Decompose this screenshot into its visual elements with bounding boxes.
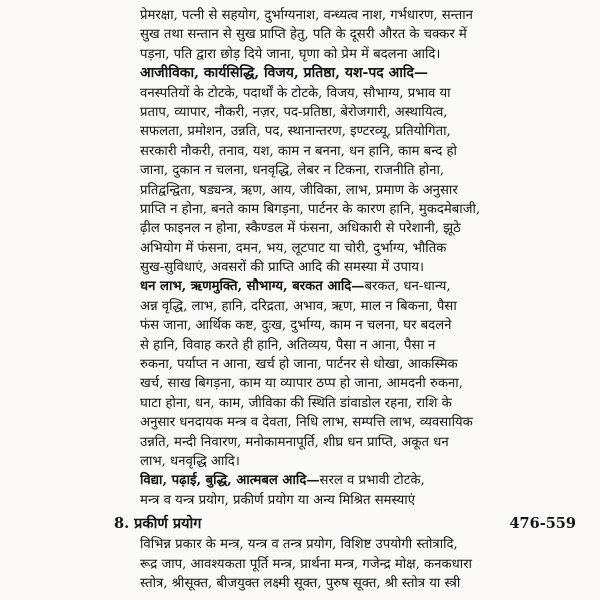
text-line: वनस्पतियों के टोटके, पदार्थों के टोटके, विजय, सौभाग्य, प्रभाव या bbox=[140, 85, 451, 101]
text-line: पड़ना, पति द्वारा छोड़ दिये जाना, घृणा को प्रेम में बदलना आदि। bbox=[140, 46, 441, 62]
text-line: अभियोग में फंसना, दमन, भय, लूटपाट या चोरी, दुर्भाग्य, भौतिक bbox=[140, 240, 447, 256]
text-line: खर्च, साख बिगड़ना, काम या व्यापार ठप्प हो जाना, आमदनी रुकना, bbox=[140, 376, 463, 392]
text-line: सुख-सुविधाएं, अवसरों की प्राप्ति आदि की समस्या में उपाय। bbox=[140, 260, 425, 276]
text-line: सफलता, प्रमोशन, उन्नति, पद, स्थानान्तरण, इण्टरव्यू, प्रतियोगिता, bbox=[140, 124, 451, 140]
education-heading: विद्या, पढ़ाई, बुद्धि, आत्मबल आदि— bbox=[140, 473, 320, 489]
section-8-paragraph bbox=[140, 535, 574, 593]
section-8-title: 8. प्रकीर्ण प्रयोग bbox=[114, 515, 202, 533]
text-line: उन्नति, मन्दी निवारण, मनोकामनापूर्ति, शीघ्र धन प्राप्ति, अकूत धन bbox=[140, 434, 449, 450]
text-line: स्तोत्र, श्रीसूक्त, बीजयुक्त लक्ष्मी सूक्त, पुरुष सूक्त, श्री स्तोत्र या स्त्री bbox=[140, 575, 461, 591]
text-line: सुख तथा सन्तान से सुख प्राप्ति हेतु, पति के दूसरी औरत के चक्कर में bbox=[140, 27, 467, 43]
text-line: रुकना, पर्याप्त न आना, खर्च हो जाना, पार्टनर से धोखा, आकस्मिक bbox=[140, 357, 458, 373]
education-heading-line bbox=[140, 471, 574, 490]
wealth-heading: धन लाभ, ऋणमुक्ति, सौभाग्य, बरकत आदि— bbox=[140, 279, 365, 295]
wealth-paragraph bbox=[140, 277, 574, 471]
livelihood-heading: आजीविका, कार्यसिद्धि, विजय, प्रतिष्ठा, यश-पद आदि— bbox=[140, 65, 428, 82]
section-8-page-range: 476-559 bbox=[509, 515, 576, 533]
text-line: प्रतिद्वन्द्विता, षड्यन्त्र, ऋण, आय, जीविका, लाभ, प्रमाण के अनुसार bbox=[140, 182, 458, 198]
text-line: प्राप्ति न होना, बनते काम बिगड़ना, पार्टनर के कारण हानि, मुकदमेबाजी, bbox=[140, 201, 481, 217]
text-line: मन्त्र व यन्त्र प्रयोग, प्रकीर्ण प्रयोग या अन्य मिश्रित समस्याएं bbox=[140, 492, 416, 508]
text-line: अन्न वृद्धि, लाभ, हानि, दरिद्रता, अभाव, ऋण, माल न बिकना, पैसा bbox=[140, 298, 457, 314]
text-line: विभिन्न प्रकार के मन्त्र, यन्त्र व तन्त्र प्रयोग, विशिष्ट उपयोगी स्तोत्रादि, bbox=[140, 537, 458, 553]
wealth-heading-line bbox=[140, 277, 574, 296]
education-paragraph bbox=[140, 471, 574, 510]
livelihood-paragraph bbox=[140, 64, 574, 277]
intro-paragraph bbox=[140, 6, 574, 64]
section-8-heading bbox=[114, 513, 574, 535]
text-line: फंस जाना, आर्थिक कष्ट, दुःख, दुर्भाग्य, काम न चलना, घर बदलने bbox=[140, 318, 452, 334]
text-line: ढ़ील फाइनल न होना, स्कैण्डल में फंसना, अधिकारी से परेशानी, झूठे bbox=[140, 221, 461, 237]
text-line: घाटा होना, धन, काम, जीविका की स्थिति डांवाडोल रहना, राशि के bbox=[140, 395, 452, 411]
text-line: अनुसार धनदायक मन्त्र व देवता, निधि लाभ, सम्पत्ति लाभ, व्यवसायिक bbox=[140, 415, 473, 431]
text-line: प्रताप, व्यापार, नौकरी, नज़र, पद-प्रतिष्ठा, बेरोजगारी, अस्थायित्व, bbox=[140, 104, 448, 120]
text-line: जाना, दुकान न चलना, धनवृद्धि, लेबर न टिकना, राजनीति होना, bbox=[140, 163, 445, 179]
text-line: सरकारी नौकरी, तनाव, यश, काम न बनना, धन हानि, काम बन्द हो bbox=[140, 143, 457, 159]
text-line: रूद्र जाप, आवश्यकता पूर्ति मन्त्र, प्रार्थना मन्त्र, गजेन्द्र मोक्ष, कनकधारा bbox=[140, 556, 472, 572]
text-line: से हानि, विवाह करते ही हानि, अतिव्यय, पैसा न आना, पैसा न bbox=[140, 337, 436, 353]
text-line: लाभ, धनवृद्धि आदि। bbox=[140, 453, 240, 469]
wealth-heading-rest: बरकत, धन-धान्य, bbox=[364, 279, 451, 295]
text-line: प्रेमरक्षा, पत्नी से सहयोग, दुर्भाग्यनाश, वन्ध्यत्व नाश, गर्भधारण, सन्तान bbox=[140, 8, 473, 23]
education-heading-rest: सरल व प्रभावी टोटके, bbox=[319, 473, 425, 489]
